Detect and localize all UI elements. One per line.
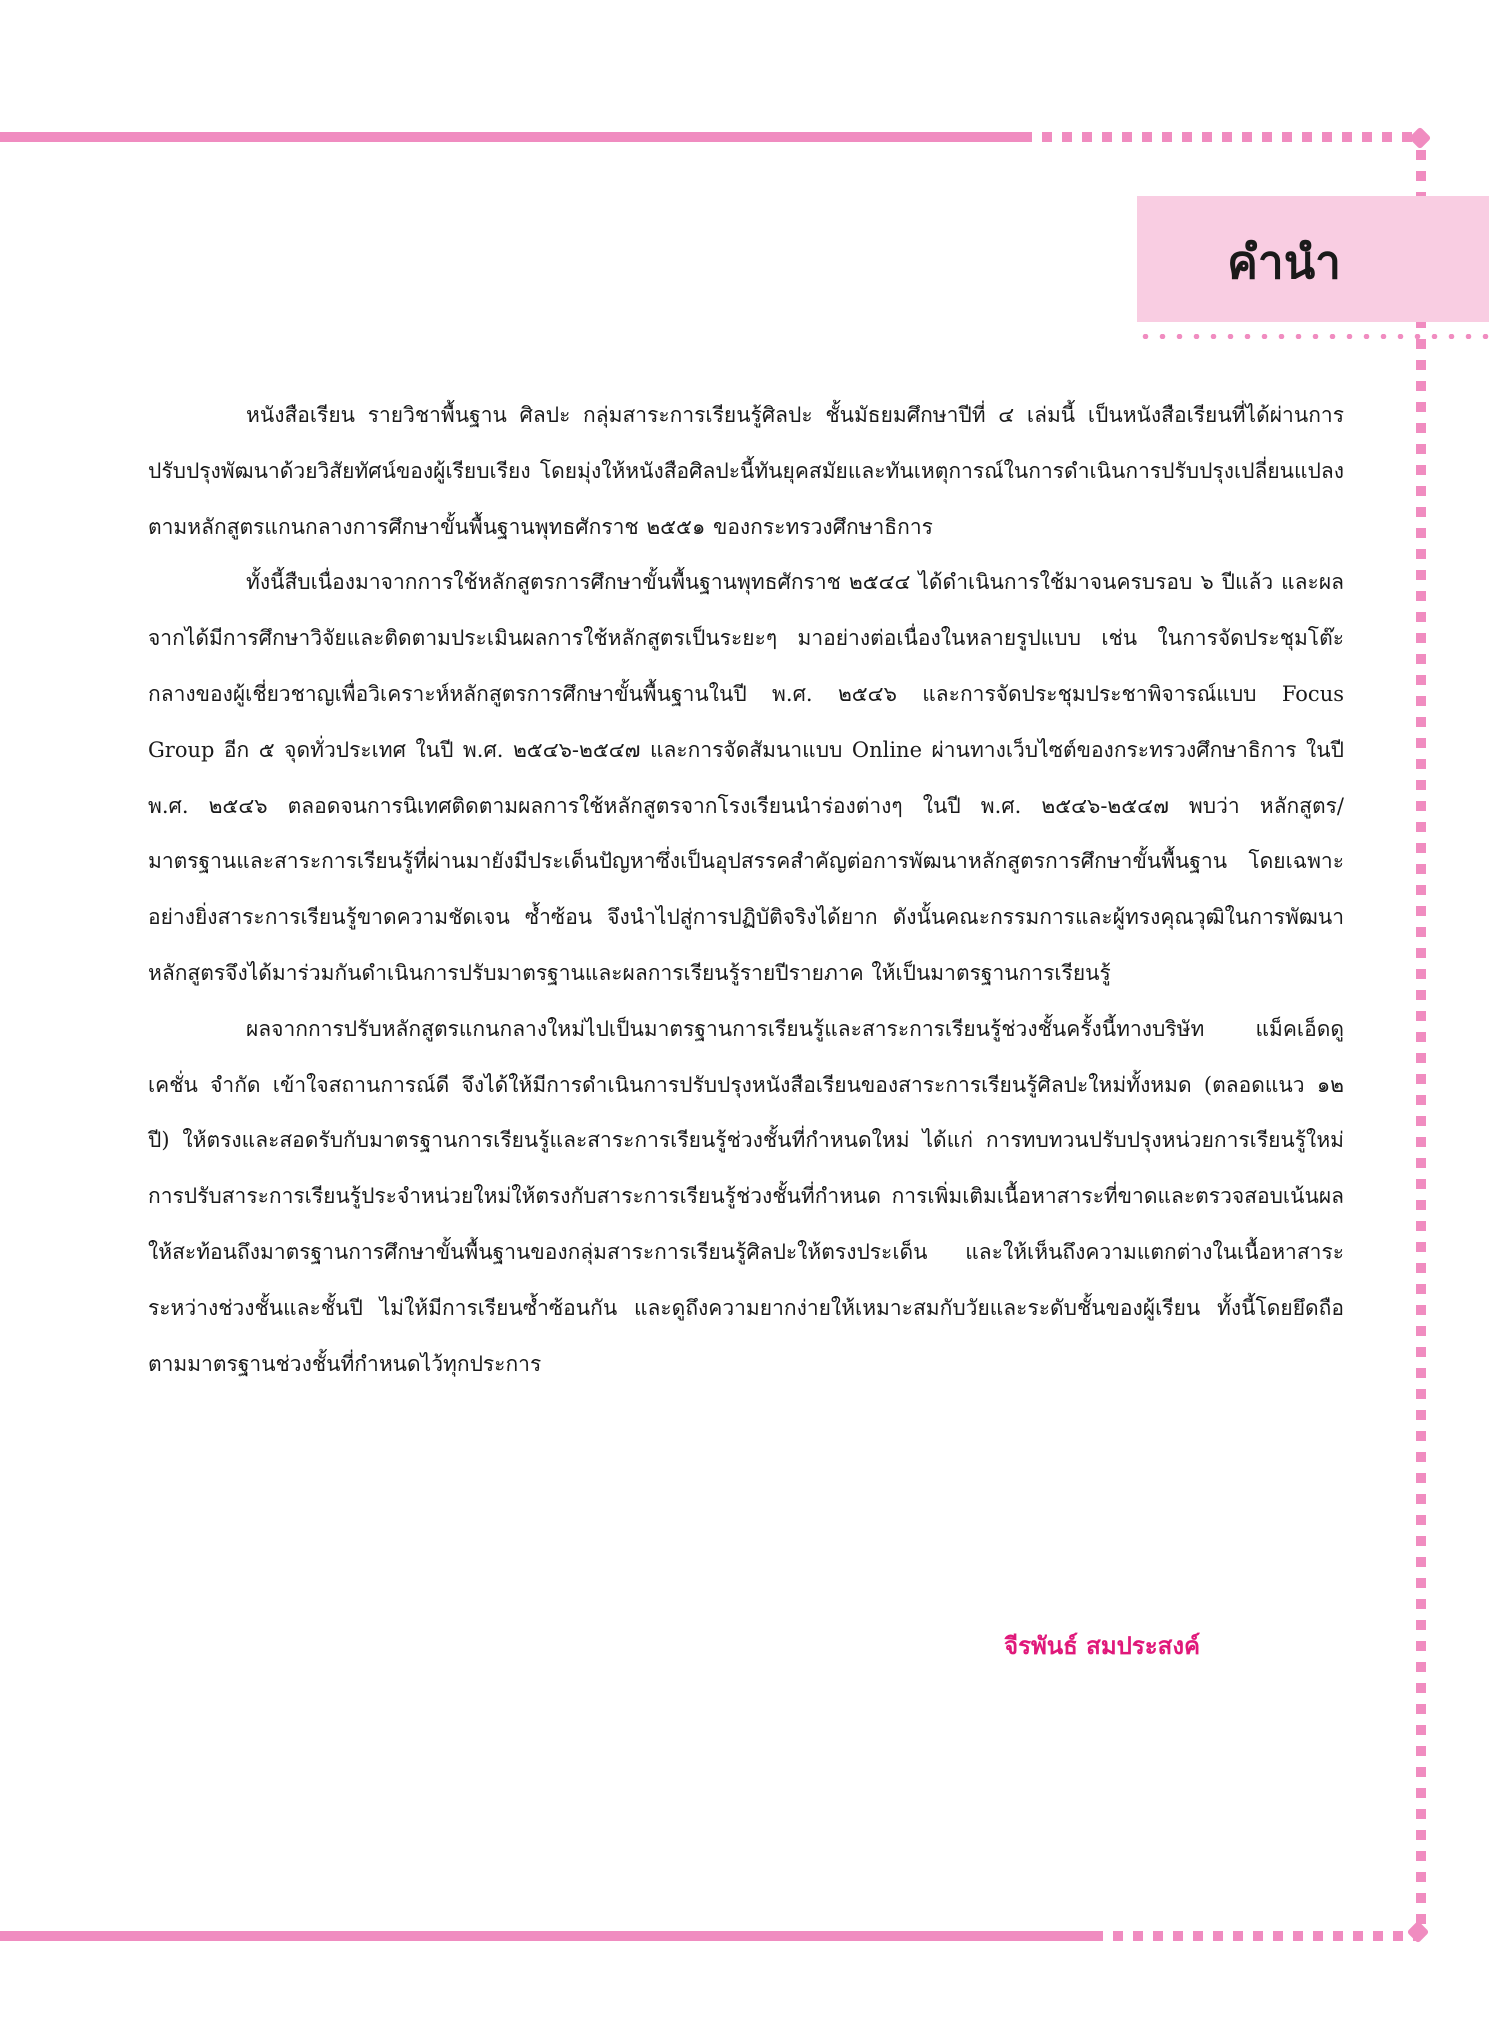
paragraph-2: ทั้งนี้สืบเนื่องมาจากการใช้หลักสูตรการศึกษาขั้นพื้นฐานพุทธศักราช ๒๕๔๔ ได้ดำเนินการใช้มาจนครบรอบ ๖ ปีแล้ว และผลจากได้มีการศึกษาวิจัยและติดตามประเมินผลการใช้หลักสูตรเป็นระยะๆ มาอย่างต่อเนื่องในหลายรูปแบบ เช่น ในการจัดประชุมโต๊ะกลางของผู้เชี่ยวชาญเพื่อวิเคราะห์หลักสูตรการศึกษาขั้นพื้นฐานในปี พ.ศ. ๒๕๔๖ และการจัดประชุมประชาพิจารณ์แบบ Focus Group อีก ๕ จุดทั่วประเทศ ในปี พ.ศ. ๒๕๔๖-๒๕๔๗ และการจัดสัมนาแบบ Online ผ่านทางเว็บไซต์ของกระทรวงศึกษาธิการ ในปี พ.ศ. ๒๕๔๖ ตลอดจนการนิเทศติดตามผลการใช้หลักสูตรจากโรงเรียนนำร่องต่างๆ ในปี พ.ศ. ๒๕๔๖-๒๕๔๗ พบว่า หลักสูตร/มาตรฐานและสาระการเรียนรู้ที่ผ่านมายังมีประเด็นปัญหาซึ่งเป็นอุปสรรคสำคัญต่อการพัฒนาหลักสูตรการศึกษาขั้นพื้นฐาน โดยเฉพาะอย่างยิ่งสาระการเรียนรู้ขาดความชัดเจน ซ้ำซ้อน จึงนำไปสู่การปฏิบัติจริงได้ยาก ดังนั้นคณะกรรมการและผู้ทรงคุณวุฒิในการพัฒนาหลักสูตรจึงได้มาร่วมกันดำเนินการปรับมาตรฐานและผลการเรียนรู้รายปีรายภาค ให้เป็นมาตรฐานการเรียนรู้: [148, 570, 1344, 985]
paragraph-3: ผลจากการปรับหลักสูตรแกนกลางใหม่ไปเป็นมาตรฐานการเรียนรู้และสาระการเรียนรู้ช่วงชั้นครั้งนี้ทางบริษัท แม็คเอ็ดดูเคชั่น จำกัด เข้าใจสถานการณ์ดี จึงได้ให้มีการดำเนินการปรับปรุงหนังสือเรียนของสาระการเรียนรู้ศิลปะใหม่ทั้งหมด (ตลอดแนว ๑๒ ปี) ให้ตรงและสอดรับกับมาตรฐานการเรียนรู้และสาระการเรียนรู้ช่วงชั้นที่กำหนดใหม่ ได้แก่ การทบทวนปรับปรุงหน่วยการเรียนรู้ใหม่ การปรับสาระการเรียนรู้ประจำหน่วยใหม่ให้ตรงกับสาระการเรียนรู้ช่วงชั้นที่กำหนด การเพิ่มเติมเนื้อหาสาระที่ขาดและตรวจสอบเน้นผลให้สะท้อนถึงมาตรฐานการศึกษาขั้นพื้นฐานของกลุ่มสาระการเรียนรู้ศิลปะให้ตรงประเด็น และให้เห็นถึงความแตกต่างในเนื้อหาสาระระหว่างช่วงชั้นและชั้นปี ไม่ให้มีการเรียนซ้ำซ้อนกัน และดูถึงความยากง่ายให้เหมาะสมกับวัยและระดับชั้นของผู้เรียน ทั้งนี้โดยยึดถือตามมาตรฐานช่วงชั้นที่กำหนดไว้ทุกประการ: [148, 1016, 1344, 1376]
title-dotted-underline: [1137, 334, 1489, 339]
right-frame-dashed-line: [1416, 150, 1426, 1925]
author-signature: จีรพันธ์ สมประสงค์: [1004, 1631, 1201, 1660]
top-frame-line: [0, 132, 1022, 142]
top-frame-dashed-line: [1022, 132, 1417, 142]
paragraph-1: หนังสือเรียน รายวิชาพื้นฐาน ศิลปะ กลุ่มสาระการเรียนรู้ศิลปะ ชั้นมัธยมศึกษาปีที่ ๔ เล่มนี้ เป็นหนังสือเรียนที่ได้ผ่านการปรับปรุงพัฒนาด้วยวิสัยทัศน์ของผู้เรียบเรียง โดยมุ่งให้หนังสือศิลปะนี้ทันยุคสมัยและทันเหตุการณ์ในการดำเนินการปรับปรุงเปลี่ยนแปลงตามหลักสูตรแกนกลางการศึกษาขั้นพื้นฐานพุทธศักราช ๒๕๕๑ ของกระทรวงศึกษาธิการ: [148, 403, 1344, 539]
bottom-frame-line: [0, 1931, 1093, 1941]
bottom-frame-dashed-line: [1093, 1931, 1418, 1941]
page-title: คำนำ: [1227, 235, 1341, 289]
preface-body: [148, 388, 1344, 1392]
top-right-corner-ornament: [1409, 127, 1432, 150]
